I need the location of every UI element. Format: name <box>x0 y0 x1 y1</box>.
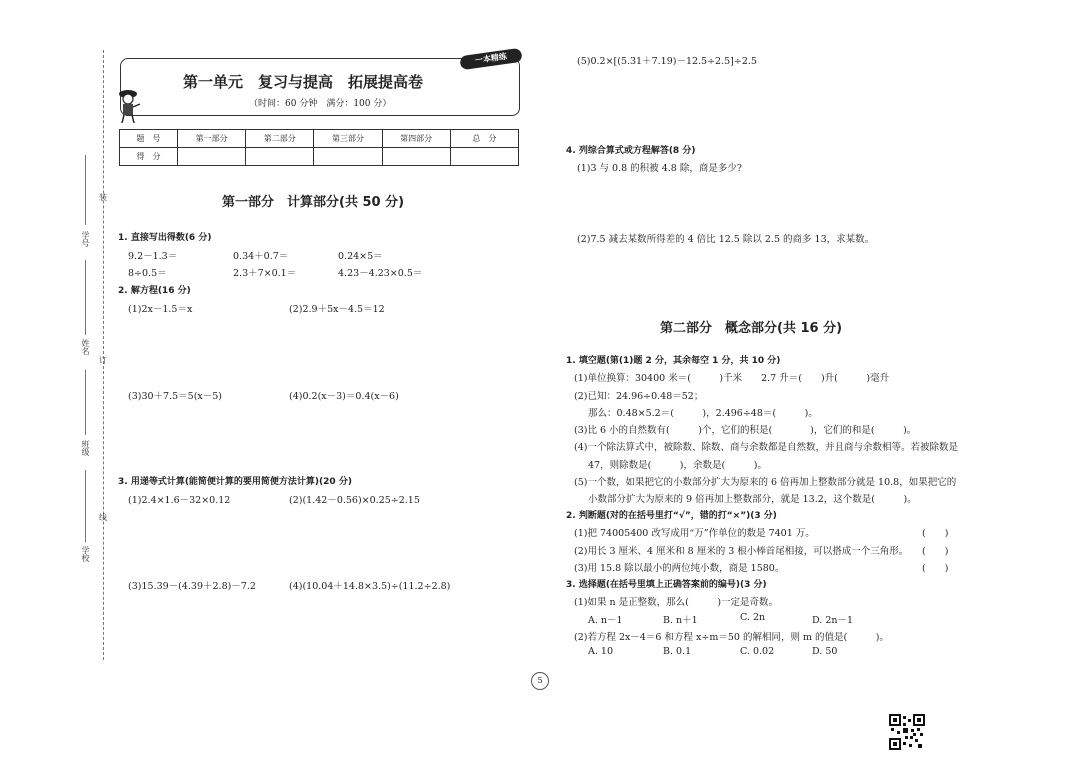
mental-calc-item: 2.3＋7×0.1＝ <box>233 268 297 279</box>
mental-calc-item: 0.34＋0.7＝ <box>233 251 289 262</box>
fill-blank-line: (1)单位换算：30400 米＝( )千米 2.7 升＝( )升( )毫升 <box>574 373 890 384</box>
binding-rule <box>85 260 86 335</box>
mental-calc-item: 9.2－1.3＝ <box>128 251 178 262</box>
score-input-cell[interactable] <box>178 148 246 166</box>
choice-option: A. n－1 <box>588 615 623 626</box>
right-q4-title: 4. 列综合算式或方程解答(8 分) <box>566 146 696 156</box>
answer-parentheses[interactable]: ( ) <box>922 563 949 574</box>
page-number: 5 <box>531 672 549 690</box>
part2-q1-title: 1. 填空题(第(1)题 2 分，其余每空 1 分，共 10 分) <box>566 356 781 366</box>
page-subtitle: （时间：60 分钟 满分：100 分） <box>249 99 392 109</box>
equation-item: (1)2x－1.5＝x <box>128 304 193 315</box>
true-false-item: (2)用长 3 厘米、4 厘米和 8 厘米的 3 根小棒首尾相接，可以搭成一个三角形。 <box>574 546 909 557</box>
binding-word-xian: 线 <box>99 513 107 522</box>
fill-blank-line: 那么：0.48×5.2＝( )，2.496÷48＝( )。 <box>588 408 818 419</box>
score-input-cell[interactable] <box>314 148 382 166</box>
score-row-label: 得 分 <box>120 148 178 166</box>
true-false-item: (3)用 15.8 除以最小的两位纯小数，商是 1580。 <box>574 563 785 574</box>
part1-q3-title: 3. 用递等式计算(能简便计算的要用简便方法计算)(20 分) <box>118 477 352 487</box>
word-problem-item: (2)7.5 减去某数所得差的 4 倍比 12.5 除以 2.5 的商多 13，求某数。 <box>577 234 875 245</box>
answer-parentheses[interactable]: ( ) <box>922 528 949 539</box>
fill-blank-line: 47，则除数是( )，余数是( )。 <box>588 460 767 471</box>
choice-option: B. 0.1 <box>663 646 692 657</box>
choice-option: C. 0.02 <box>740 646 775 657</box>
binding-word-zhuang: 装 <box>99 193 107 202</box>
fill-blank-line: (5)一个数，如果把它的小数部分扩大为原来的 6 倍再加上整数部分就是 10.8，如果把它的 <box>574 477 957 488</box>
part2-q3-title: 3. 选择题(在括号里填上正确答案前的编号)(3 分) <box>566 580 767 590</box>
score-input-cell[interactable] <box>382 148 450 166</box>
score-header-cell: 第二部分 <box>246 130 314 148</box>
part1-q2-title: 2. 解方程(16 分) <box>118 286 191 296</box>
score-input-cell[interactable] <box>246 148 314 166</box>
equation-item: (3)30＋7.5＝5(x－5) <box>128 391 223 402</box>
stepwise-calc-item: (2)(1.42－0.56)×0.25÷2.15 <box>289 495 420 506</box>
part1-q1-title: 1. 直接写出得数(6 分) <box>118 233 212 243</box>
binding-label-name: 姓名 <box>81 339 90 355</box>
score-table-score-row <box>120 148 519 166</box>
page-title: 第一单元 复习与提高 拓展提高卷 <box>183 73 424 91</box>
binding-label-class: 班级 <box>81 440 90 456</box>
fill-blank-line: (2)已知：24.96÷0.48＝52； <box>574 391 704 402</box>
score-header-cell: 第一部分 <box>178 130 246 148</box>
score-table <box>119 129 519 166</box>
score-header-cell: 第四部分 <box>382 130 450 148</box>
choice-option: C. 2n <box>740 612 766 623</box>
part2-title: 第二部分 概念部分(共 16 分) <box>660 321 843 336</box>
choice-question: (1)如果 n 是正整数，那么( )一定是奇数。 <box>574 597 779 608</box>
choice-option: D. 2n－1 <box>812 615 854 626</box>
answer-parentheses[interactable]: ( ) <box>922 546 949 557</box>
stepwise-calc-item: (3)15.39－(4.39＋2.8)－7.2 <box>128 581 256 592</box>
binding-rule <box>85 370 86 435</box>
score-header-cell: 总 分 <box>450 130 518 148</box>
mental-calc-item: 0.24×5＝ <box>338 251 383 262</box>
fill-blank-line: 小数部分扩大为原来的 9 倍再加上整数部分，就是 13.2，这个数是( )。 <box>588 494 917 505</box>
choice-question: (2)若方程 2x－4＝6 和方程 x÷m＝50 的解相同，则 m 的值是( )。 <box>574 632 889 643</box>
binding-label-student-id: 学号 <box>81 231 90 247</box>
equation-item: (2)2.9＋5x－4.5＝12 <box>289 304 385 315</box>
stepwise-calc-item: (4)(10.04＋14.8×3.5)÷(11.2÷2.8) <box>289 581 451 592</box>
choice-option: A. 10 <box>588 646 613 657</box>
mascot-illustration <box>114 84 142 124</box>
equation-item: (4)0.2(x－3)＝0.4(x－6) <box>289 391 399 402</box>
qr-code-icon <box>889 714 925 750</box>
score-header-cell: 题 号 <box>120 130 178 148</box>
binding-rule <box>85 155 86 225</box>
score-table-header-row <box>120 130 519 148</box>
word-problem-item: (1)3 与 0.8 的积被 4.8 除，商是多少? <box>577 163 742 174</box>
stepwise-calc-item: (1)2.4×1.6－32×0.12 <box>128 495 231 506</box>
part2-q2-title: 2. 判断题(对的在括号里打“√”，错的打“×”)(3 分) <box>566 511 777 521</box>
brand-badge: 一本精练 <box>459 48 522 70</box>
score-input-cell[interactable] <box>450 148 518 166</box>
stepwise-calc-item: (5)0.2×[(5.31＋7.19)－12.5÷2.5]÷2.5 <box>577 56 757 67</box>
true-false-item: (1)把 74005400 改写成用“万”作单位的数是 7401 万。 <box>574 528 815 539</box>
binding-rule <box>85 470 86 542</box>
mental-calc-item: 4.23－4.23×0.5＝ <box>338 268 423 279</box>
mental-calc-item: 8÷0.5＝ <box>128 268 167 279</box>
fill-blank-line: (3)比 6 小的自然数有( )个，它们的积是( )，它们的和是( )。 <box>574 425 917 436</box>
choice-option: D. 50 <box>812 646 838 657</box>
binding-label-school: 学校 <box>81 546 90 562</box>
part1-title: 第一部分 计算部分(共 50 分) <box>222 195 405 210</box>
choice-option: B. n＋1 <box>663 615 698 626</box>
fill-blank-line: (4)一个除法算式中，被除数、除数、商与余数都是自然数，并且商与余数相等。若被除数是 <box>574 442 958 453</box>
binding-word-ding: 订 <box>99 356 107 365</box>
score-header-cell: 第三部分 <box>314 130 382 148</box>
